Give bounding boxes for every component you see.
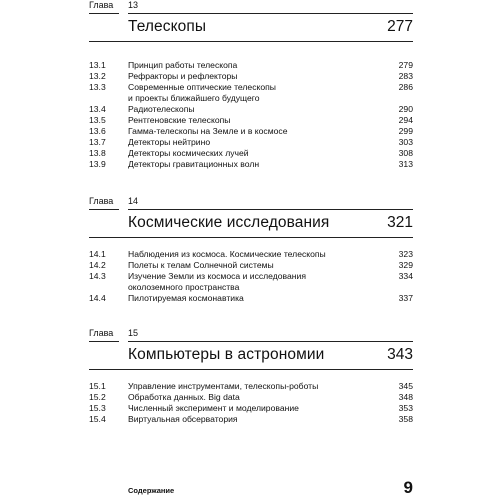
entry-title: Детекторы гравитационных волн	[128, 159, 260, 169]
entry-page: 283	[398, 71, 413, 81]
entry-page: 286	[398, 82, 413, 92]
entry-number: 13.7	[89, 137, 106, 147]
entry-title: Принцип работы телескопа	[128, 60, 238, 70]
chapter-word: Глава	[89, 328, 114, 338]
entry-title: Виртуальная обсерватория	[128, 414, 238, 424]
chapter-page: 321	[387, 214, 413, 231]
toc-entry[interactable]	[0, 60, 500, 71]
rule	[89, 369, 413, 370]
rule	[89, 41, 413, 42]
entry-page: 279	[398, 60, 413, 70]
entry-page: 313	[398, 159, 413, 169]
entry-page: 337	[398, 293, 413, 303]
chapter-title-row[interactable]	[0, 210, 500, 240]
entry-number: 15.1	[89, 381, 106, 391]
entry-page: 358	[398, 414, 413, 424]
entry-number: 14.3	[89, 271, 106, 281]
entry-title: Обработка данных. Big data	[128, 392, 240, 402]
entry-number: 13.9	[89, 159, 106, 169]
chapter-header	[0, 0, 500, 14]
rule	[89, 237, 413, 238]
entry-number: 13.8	[89, 148, 106, 158]
entry-page: 353	[398, 403, 413, 413]
chapter-title-row[interactable]	[0, 342, 500, 372]
chapter-header	[0, 328, 500, 342]
toc-entry[interactable]	[0, 115, 500, 126]
entry-page: 323	[398, 249, 413, 259]
entry-title: Рефракторы и рефлекторы	[128, 71, 238, 81]
toc-entry[interactable]	[0, 260, 500, 271]
toc-entry[interactable]	[0, 82, 500, 104]
entry-number: 13.3	[89, 82, 106, 92]
entry-page: 290	[398, 104, 413, 114]
toc-entry[interactable]	[0, 403, 500, 414]
entry-number: 13.6	[89, 126, 106, 136]
chapter-title: Космические исследования	[128, 214, 330, 231]
chapter-word: Глава	[89, 196, 114, 206]
entry-number: 13.1	[89, 60, 106, 70]
toc-entry[interactable]	[0, 137, 500, 148]
entry-number: 13.4	[89, 104, 106, 114]
chapter-number: 15	[128, 328, 139, 338]
entry-number: 15.3	[89, 403, 106, 413]
footer-section-label: Содержание	[128, 486, 175, 495]
entry-number: 13.5	[89, 115, 106, 125]
toc-entry[interactable]	[0, 71, 500, 82]
chapter-title: Телескопы	[128, 18, 207, 35]
entry-page: 299	[398, 126, 413, 136]
toc-entry[interactable]	[0, 392, 500, 403]
entry-number: 15.2	[89, 392, 106, 402]
entry-page: 334	[398, 271, 413, 281]
toc-entry[interactable]	[0, 249, 500, 260]
entry-number: 14.4	[89, 293, 106, 303]
entry-title: Численный эксперимент и моделирование	[128, 403, 299, 413]
entry-page: 329	[398, 260, 413, 270]
toc-entry[interactable]	[0, 126, 500, 137]
chapter-number: 13	[128, 0, 139, 10]
chapter-number: 14	[128, 196, 139, 206]
entry-number: 15.4	[89, 414, 106, 424]
entry-number: 14.2	[89, 260, 106, 270]
chapter-title: Компьютеры в астрономии	[128, 346, 325, 363]
entry-page: 303	[398, 137, 413, 147]
entry-page: 348	[398, 392, 413, 402]
entry-title: Управление инструментами, телескопы-роботы	[128, 381, 319, 391]
chapter-15	[0, 328, 500, 425]
entry-title: Изучение Земли из космоса и исследования околоземного пространства	[128, 271, 307, 292]
entry-title: Полеты к телам Солнечной системы	[128, 260, 274, 270]
toc-entry[interactable]	[0, 271, 500, 293]
footer-page-number: 9	[403, 478, 413, 497]
chapter-14	[0, 196, 500, 304]
toc-entry[interactable]	[0, 148, 500, 159]
entry-page: 294	[398, 115, 413, 125]
toc-entry[interactable]	[0, 414, 500, 425]
chapter-word: Глава	[89, 0, 114, 10]
toc-entry[interactable]	[0, 104, 500, 115]
entry-title: Пилотируемая космонавтика	[128, 293, 244, 303]
entry-number: 14.1	[89, 249, 106, 259]
entry-title: Детекторы нейтрино	[128, 137, 211, 147]
entry-number: 13.2	[89, 71, 106, 81]
entry-title: Гамма-телескопы на Земле и в космосе	[128, 126, 288, 136]
chapter-title-row[interactable]	[0, 14, 500, 44]
chapter-13	[0, 0, 500, 170]
entry-title: Детекторы космических лучей	[128, 148, 249, 158]
entry-title: Радиотелескопы	[128, 104, 195, 114]
chapter-header	[0, 196, 500, 210]
toc-entry[interactable]	[0, 293, 500, 304]
toc-entry[interactable]	[0, 159, 500, 170]
entry-title: Рентгеновские телескопы	[128, 115, 231, 125]
toc-entry[interactable]	[0, 381, 500, 392]
chapter-page: 277	[387, 18, 413, 35]
entry-title: Наблюдения из космоса. Космические телескопы	[128, 249, 326, 259]
entry-page: 308	[398, 148, 413, 158]
entry-page: 345	[398, 381, 413, 391]
chapter-page: 343	[387, 346, 413, 363]
entry-title: Современные оптические телескопы и проекты ближайшего будущего	[128, 82, 276, 103]
